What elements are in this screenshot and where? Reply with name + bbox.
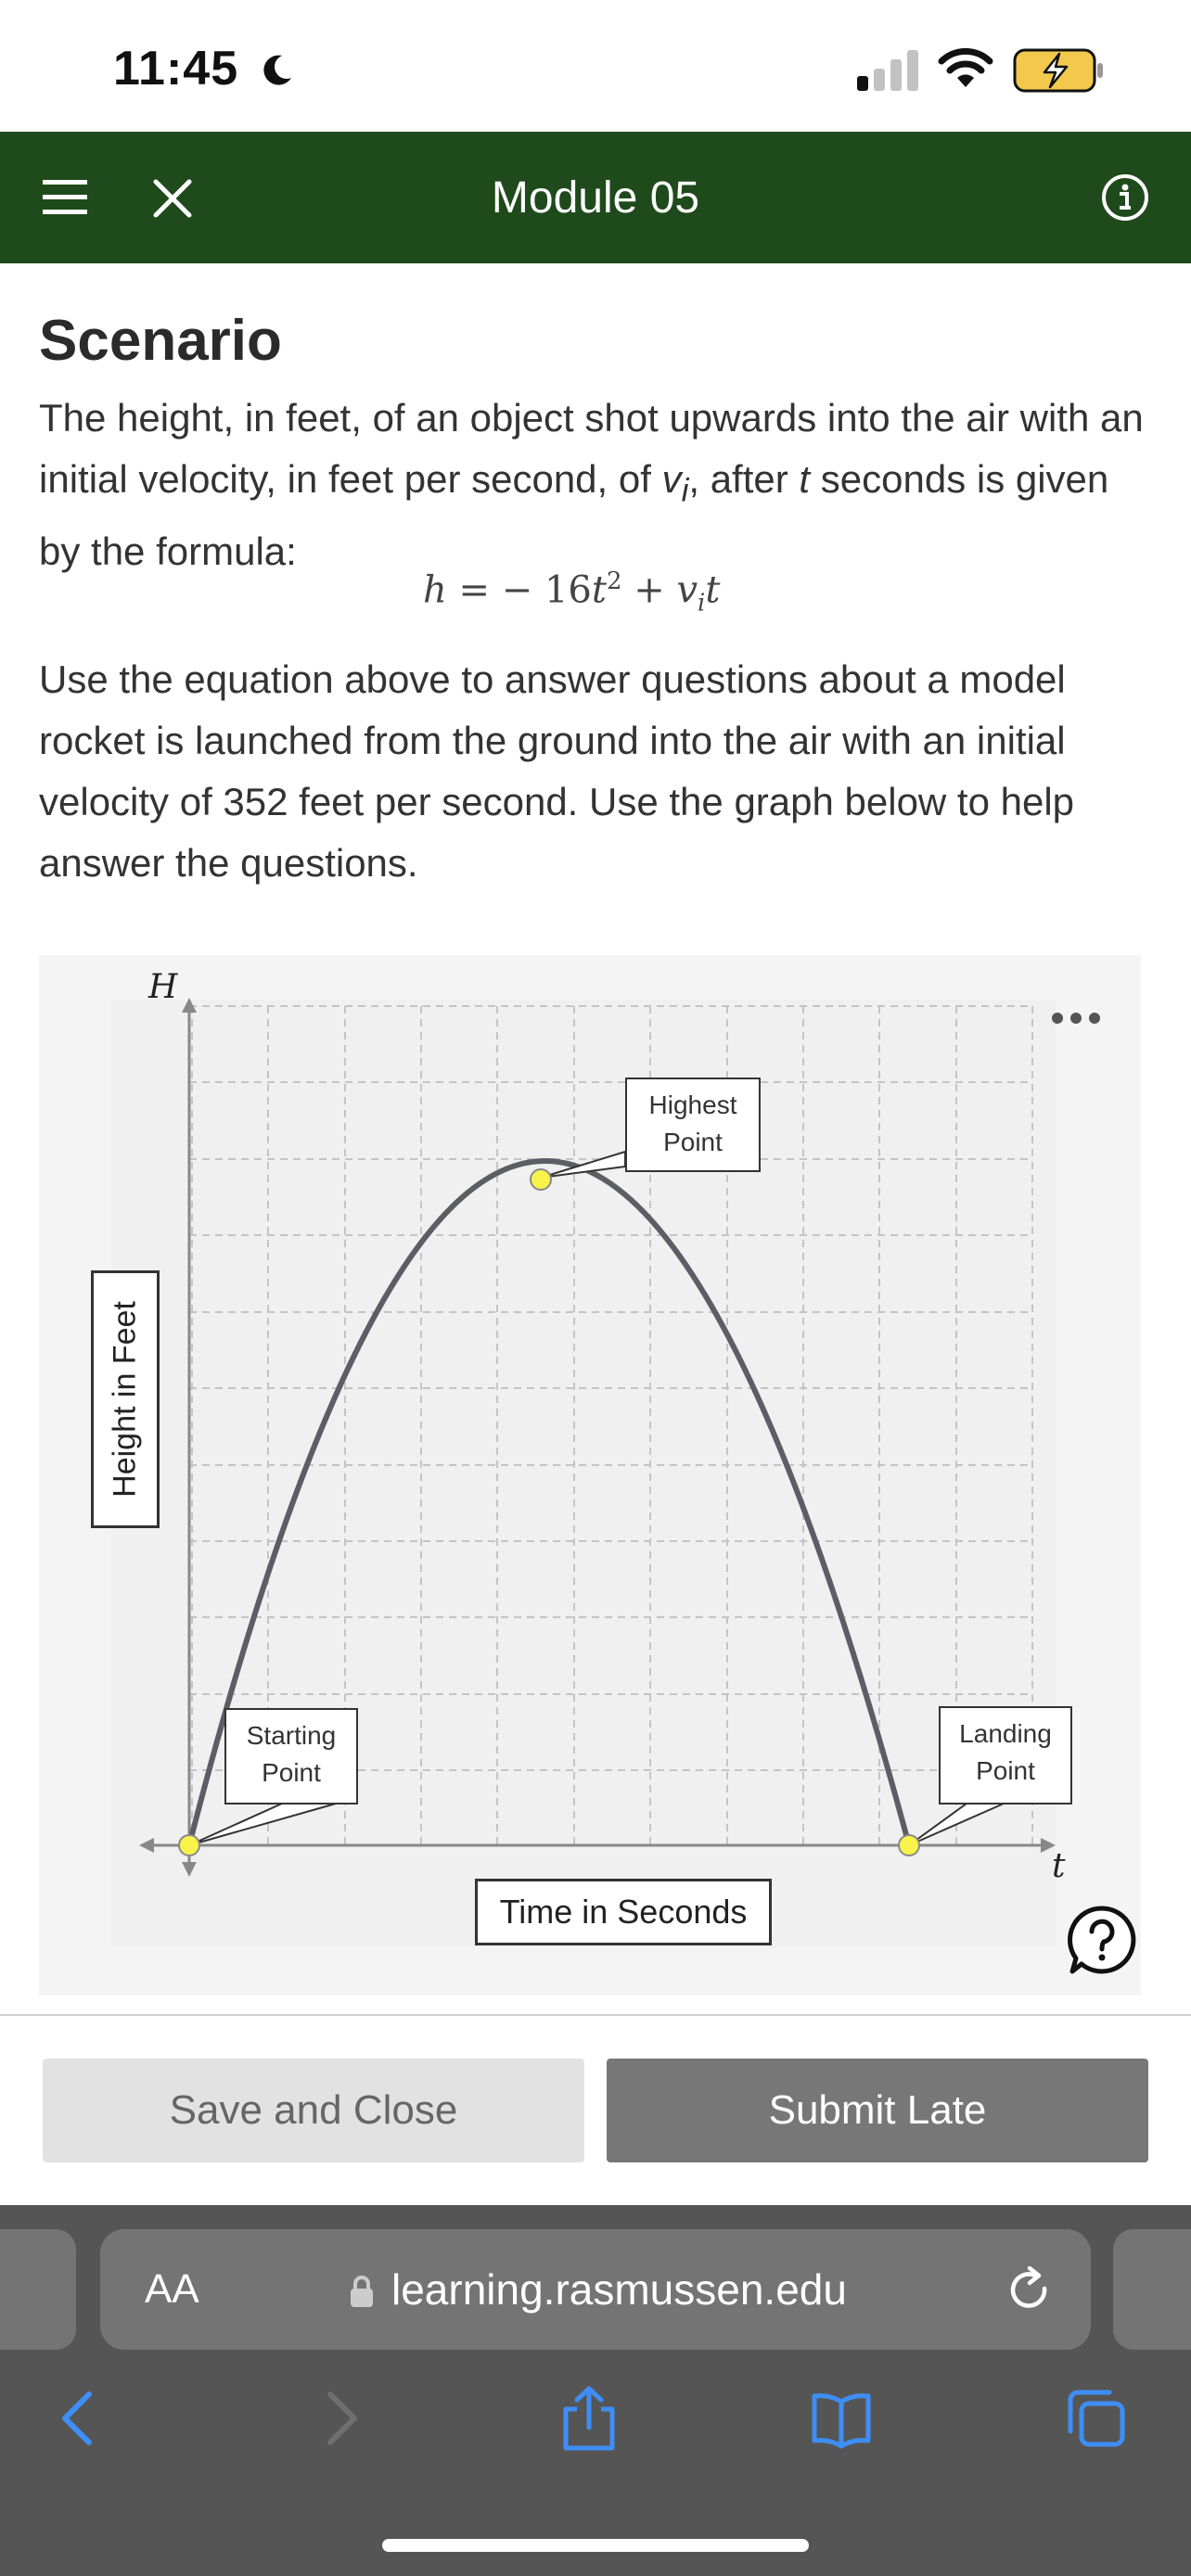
status-time: 11:45: [113, 42, 239, 96]
reload-icon[interactable]: [1005, 2266, 1054, 2315]
browser-toolbar: [0, 2205, 1191, 2576]
bookmarks-icon[interactable]: [809, 2385, 874, 2452]
y-axis-letter: H: [148, 968, 178, 1006]
submit-late-button[interactable]: Submit Late: [607, 2059, 1148, 2162]
formula-lhs: h: [423, 568, 447, 612]
para1-text-a: The height, in feet, of an object shot upwards into the air with an initial velocity, in feet per second, of: [39, 396, 1144, 501]
x-axis-letter: t: [1052, 1847, 1066, 1885]
address-bar[interactable]: [100, 2229, 1091, 2350]
scenario-paragraph-2: Use the equation above to answer questions about a model rocket is launched from the ground into the air with an initial velocity of 352 feet per second. Use the graph below to help answer the questions.: [39, 657, 1075, 885]
forward-icon[interactable]: [308, 2385, 373, 2452]
more-options-icon[interactable]: [1048, 1009, 1104, 1027]
formula-plus: +: [634, 568, 665, 612]
landing-point-label-line-2: Point: [976, 1756, 1035, 1785]
home-indicator: [382, 2539, 809, 2552]
starting-point-label-line-2: Point: [262, 1758, 321, 1787]
formula-tail: t: [705, 568, 721, 612]
highest-point-label-line-2: Point: [663, 1128, 723, 1156]
starting-point-label-line-1: Starting: [246, 1721, 337, 1750]
formula-minus: −: [501, 568, 533, 612]
divider: [0, 2014, 1191, 2016]
landing-point-marker: [899, 1835, 919, 1855]
page-title: Module 05: [491, 173, 700, 223]
status-bar: [0, 0, 1191, 132]
battery-charging-icon: [1013, 46, 1106, 95]
info-icon[interactable]: [1100, 172, 1150, 223]
y-axis-label: Height in Feet: [107, 1301, 143, 1498]
back-icon[interactable]: [46, 2385, 111, 2452]
reader-settings-button[interactable]: AA: [145, 2266, 199, 2312]
formula-coef: 16: [544, 568, 592, 612]
tabs-icon[interactable]: [1063, 2385, 1128, 2452]
highest-point-marker: [531, 1169, 551, 1190]
velocity-symbol-sub: i: [681, 472, 689, 509]
help-icon[interactable]: [1067, 1905, 1137, 1975]
starting-point-callout: [224, 1708, 358, 1804]
velocity-symbol: [661, 457, 689, 509]
plot-area: [111, 1000, 1056, 1947]
formula-v: v: [676, 568, 698, 612]
share-icon[interactable]: [557, 2385, 621, 2452]
cell-signal-icon: [855, 48, 922, 93]
landing-point-label-line-1: Landing: [959, 1719, 1052, 1748]
wifi-icon: [937, 46, 994, 89]
url-text[interactable]: learning.rasmussen.edu: [391, 2265, 847, 2314]
formula-sub: i: [698, 589, 706, 618]
save-and-close-button[interactable]: Save and Close: [43, 2059, 584, 2162]
moon-icon: [258, 52, 295, 89]
x-axis-label: Time in Seconds: [475, 1879, 772, 1945]
time-symbol: t: [799, 457, 811, 501]
formula-eq: =: [458, 568, 490, 612]
next-tab-preview[interactable]: [1113, 2229, 1191, 2350]
lock-icon: [349, 2274, 375, 2309]
landing-point-callout: [939, 1706, 1072, 1804]
trajectory-graph: [39, 955, 1141, 1996]
highest-point-callout: [625, 1078, 761, 1172]
velocity-symbol-v: v: [661, 457, 682, 501]
formula-exp: 2: [606, 567, 622, 595]
scenario-heading: Scenario: [39, 309, 282, 373]
app-header: [0, 132, 1191, 263]
graph-canvas: [39, 955, 1141, 1996]
height-formula: [423, 567, 720, 617]
para1-text-c: seconds is given by the formula:: [39, 457, 1109, 574]
y-axis-label-box: [91, 1270, 160, 1528]
highest-point-label-line-1: Highest: [648, 1090, 737, 1119]
para1-text-b: , after: [688, 457, 800, 501]
starting-point-marker: [179, 1835, 199, 1855]
scenario-paragraph-1: [39, 388, 1152, 582]
formula-t: t: [591, 568, 607, 612]
previous-tab-preview[interactable]: [0, 2229, 76, 2350]
